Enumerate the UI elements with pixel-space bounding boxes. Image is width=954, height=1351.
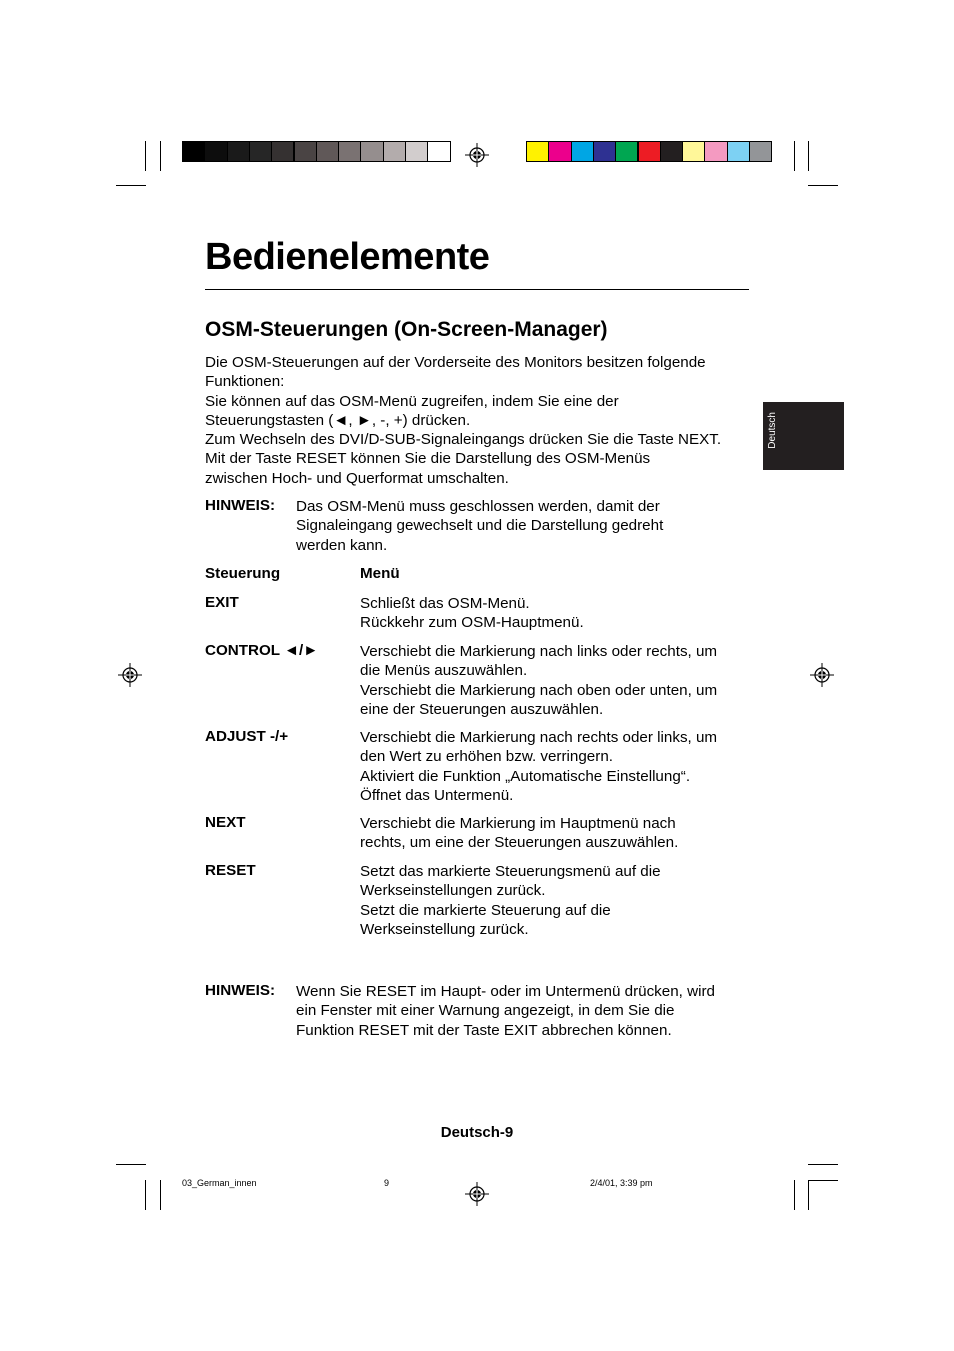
text-line: den Wert zu erhöhen bzw. verringern. (360, 748, 613, 766)
registration-mark-icon (465, 143, 489, 167)
color-swatch (271, 141, 294, 162)
crop-mark (116, 1164, 146, 1165)
crop-mark (160, 141, 161, 171)
color-swatch (360, 141, 383, 162)
column-header-control: Steuerung (205, 565, 281, 582)
color-swatch (660, 141, 683, 162)
text-line: die Menüs auszuwählen. (360, 662, 528, 680)
control-description (360, 814, 760, 853)
registration-mark-icon (465, 1182, 489, 1206)
color-swatch (727, 141, 750, 162)
text-line: Verschiebt die Markierung im Hauptmenü nach (360, 815, 676, 832)
color-swatch (405, 141, 428, 162)
text-line: Das OSM-Menü muss geschlossen werden, damit der (296, 498, 660, 515)
control-name: RESET (205, 862, 256, 879)
text-line: Steuerungstasten (◄, ►, -, +) drücken. (205, 411, 471, 429)
text-line: Verschiebt die Markierung nach oben oder unten, um (360, 681, 718, 699)
control-name: CONTROL ◄/► (205, 642, 319, 659)
slug-page: 9 (384, 1178, 390, 1188)
color-swatch (749, 141, 772, 162)
section-title: OSM-Steuerungen (On-Screen-Manager) (205, 318, 608, 341)
color-swatch (338, 141, 361, 162)
crop-mark (808, 1180, 838, 1181)
side-tab-label: Deutsch (767, 412, 778, 449)
color-swatch (593, 141, 616, 162)
text-line: Rückkehr zum OSM-Hauptmenü. (360, 614, 584, 632)
control-name: NEXT (205, 814, 246, 831)
text-line: Sie können auf das OSM-Menü zugreifen, indem Sie eine der (205, 392, 619, 410)
crop-mark (116, 185, 146, 186)
text-line: Funktion RESET mit der Taste EXIT abbrechen können. (296, 1021, 672, 1039)
text-line: Aktiviert die Funktion „Automatische Einstellung“. (360, 767, 691, 785)
text-line: Funktionen: (205, 373, 285, 391)
text-line: Die OSM-Steuerungen auf der Vorderseite des Monitors besitzen folgende (205, 354, 706, 371)
text-line: zwischen Hoch- und Querformat umschalten. (205, 469, 509, 487)
crop-mark (145, 1180, 146, 1210)
crop-mark (794, 1180, 795, 1210)
text-line: eine der Steuerungen auszuwählen. (360, 700, 604, 718)
color-swatch (204, 141, 227, 162)
title-rule (205, 289, 749, 290)
control-description (360, 594, 760, 633)
note-text (296, 497, 756, 555)
crop-mark (808, 1180, 809, 1210)
slug-filename: 03_German_innen (182, 1178, 257, 1188)
slug-date: 2/4/01, 3:39 pm (590, 1178, 653, 1188)
color-swatch (249, 141, 272, 162)
text-line: Setzt die markierte Steuerung auf die (360, 901, 611, 919)
note-text (296, 982, 756, 1040)
column-header-menu: Menü (360, 565, 400, 582)
text-line: rechts, um eine der Steuerungen auszuwählen. (360, 834, 679, 852)
color-swatch (383, 141, 406, 162)
registration-mark-icon (810, 663, 834, 687)
text-line: Signaleingang gewechselt und die Darstellung gedreht (296, 517, 664, 535)
text-line: Werkseinstellung zurück. (360, 920, 529, 938)
color-swatch (427, 141, 450, 162)
registration-mark-icon (118, 663, 142, 687)
text-line: Verschiebt die Markierung nach links oder rechts, um (360, 643, 718, 660)
color-swatch (682, 141, 705, 162)
text-line: Öffnet das Untermenü. (360, 786, 514, 804)
color-swatch (548, 141, 571, 162)
color-swatch (704, 141, 727, 162)
control-description (360, 728, 760, 805)
color-swatch (638, 141, 661, 162)
color-swatch (227, 141, 250, 162)
color-swatch (526, 141, 549, 162)
crop-mark (145, 141, 146, 171)
color-swatch (571, 141, 594, 162)
page-title: Bedienelemente (205, 236, 490, 278)
text-line: Setzt das markierte Steuerungsmenü auf die (360, 863, 661, 880)
crop-mark (794, 141, 795, 171)
text-line: Schließt das OSM-Menü. (360, 595, 530, 612)
note-label: HINWEIS: (205, 982, 276, 999)
text-line: Verschiebt die Markierung nach rechts oder links, um (360, 729, 718, 746)
text-line: Mit der Taste RESET können Sie die Darstellung des OSM-Menüs (205, 450, 651, 468)
note-label: HINWEIS: (205, 497, 276, 514)
crop-mark (808, 1164, 838, 1165)
color-swatch (316, 141, 339, 162)
text-line: Zum Wechseln des DVI/D-SUB-Signaleingangs drücken Sie die Taste NEXT. (205, 431, 722, 449)
control-description (360, 862, 760, 939)
page-number: Deutsch-9 (440, 1124, 514, 1141)
intro-paragraph (205, 353, 765, 488)
text-line: ein Fenster mit einer Warnung angezeigt, in dem Sie die (296, 1002, 675, 1020)
color-swatch (615, 141, 638, 162)
control-name: EXIT (205, 594, 239, 611)
color-swatch (294, 141, 317, 162)
crop-mark (160, 1180, 161, 1210)
color-swatch (182, 141, 205, 162)
crop-mark (808, 141, 809, 171)
control-description (360, 642, 760, 719)
crop-mark (808, 185, 838, 186)
control-name: ADJUST -/+ (205, 728, 289, 745)
text-line: Werkseinstellungen zurück. (360, 882, 546, 900)
text-line: werden kann. (296, 536, 388, 554)
text-line: Wenn Sie RESET im Haupt- oder im Untermenü drücken, wird (296, 983, 715, 1000)
